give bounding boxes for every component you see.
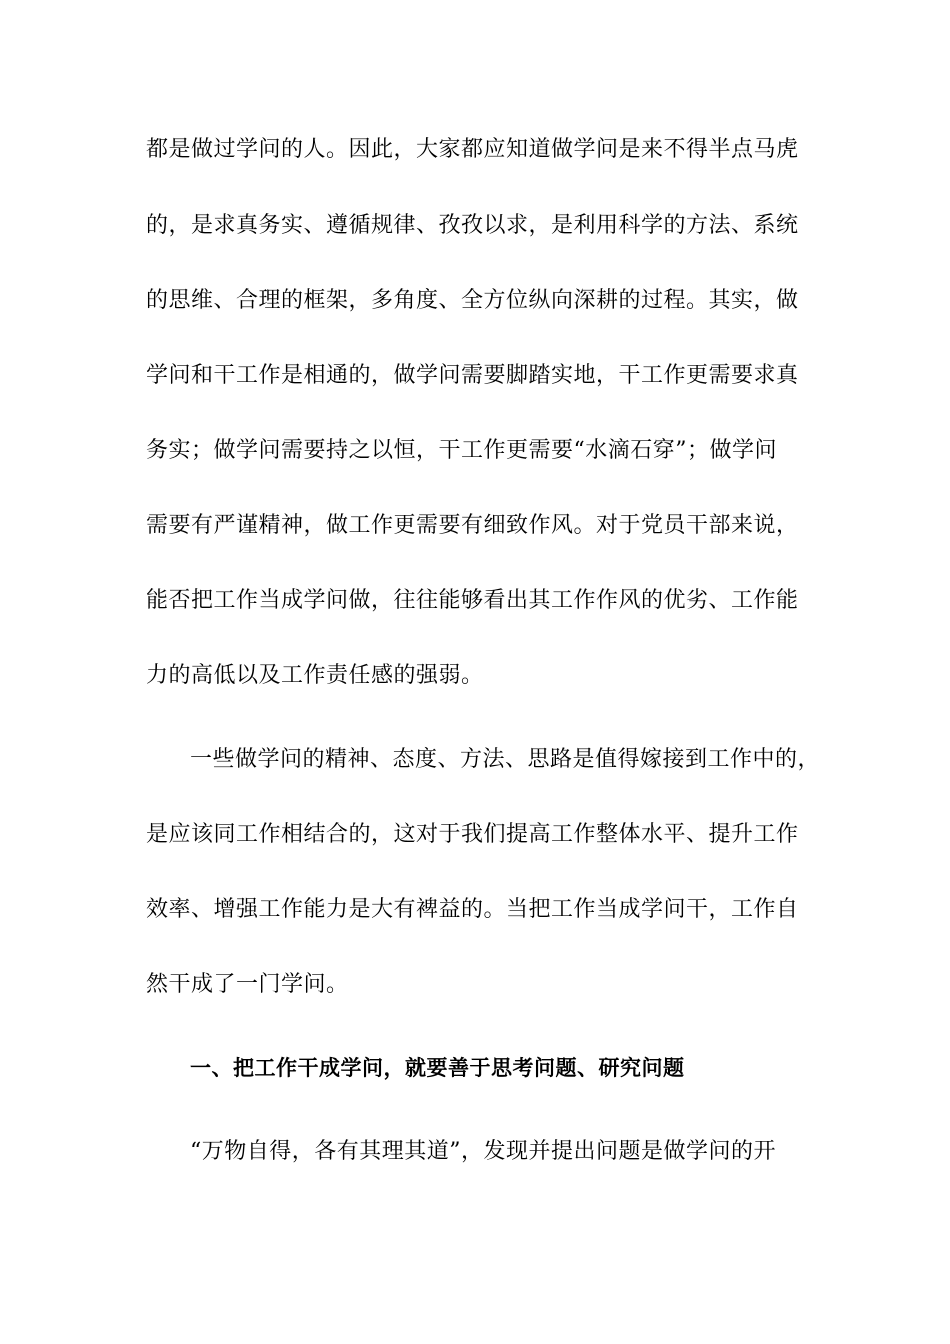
paragraph-line: 的思维、合理的框架，多角度、全方位纵向深耕的过程。其实，做 <box>146 288 799 313</box>
paragraph-line: 力的高低以及工作责任感的强弱。 <box>146 663 484 688</box>
paragraph-line: 一些做学问的精神、态度、方法、思路是值得嫁接到工作中的， <box>190 747 821 772</box>
paragraph-line: 都是做过学问的人。因此，大家都应知道做学问是来不得半点马虎 <box>146 137 799 162</box>
paragraph-line: “万物自得，各有其理其道”，发现并提出问题是做学问的开 <box>190 1139 776 1164</box>
section-heading: 一、把工作干成学问，就要善于思考问题、研究问题 <box>190 1056 685 1080</box>
paragraph-line: 的，是求真务实、遵循规律、孜孜以求，是利用科学的方法、系统 <box>146 213 799 238</box>
paragraph-line: 然干成了一门学问。 <box>146 972 349 997</box>
paragraph-line: 需要有严谨精神，做工作更需要有细致作风。对于党员干部来说， <box>146 513 799 538</box>
paragraph-line: 学问和干工作是相通的，做学问需要脚踏实地，干工作更需要求真 <box>146 363 799 388</box>
paragraph-line: 是应该同工作相结合的，这对于我们提高工作整体水平、提升工作 <box>146 822 799 847</box>
paragraph-line: 能否把工作当成学问做，往往能够看出其工作作风的优劣、工作能 <box>146 588 799 613</box>
paragraph-line: 效率、增强工作能力是大有裨益的。当把工作当成学问干，工作自 <box>146 897 799 922</box>
paragraph-line: 务实；做学问需要持之以恒，干工作更需要“水滴石穿”；做学问 <box>146 438 777 463</box>
